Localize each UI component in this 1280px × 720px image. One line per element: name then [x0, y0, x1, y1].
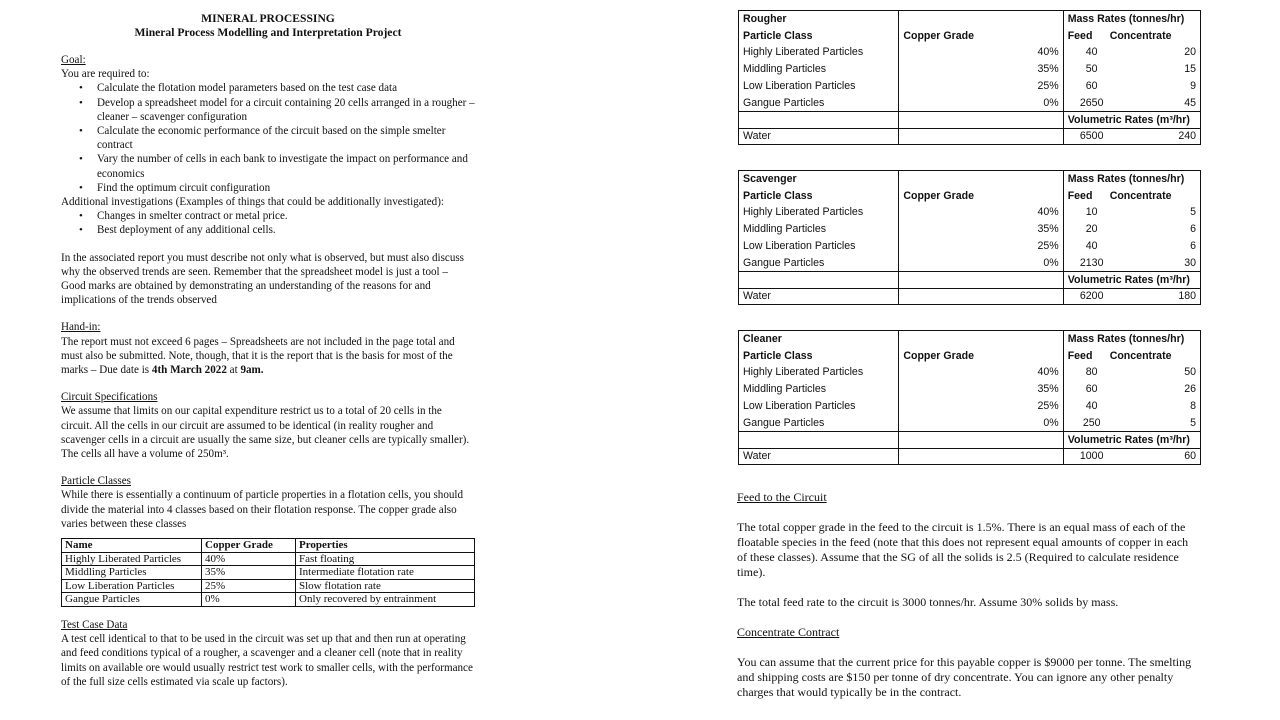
- contract-heading: Concentrate Contract: [737, 625, 840, 639]
- table-row: [62, 579, 475, 593]
- rate-cell: [1063, 128, 1200, 145]
- handin-heading: Hand-in:: [61, 321, 101, 334]
- handin-at: at: [226, 364, 241, 377]
- class-cell: Middling Particles: [739, 381, 899, 398]
- title-line-1: MINERAL PROCESSING: [201, 12, 335, 25]
- goal-intro: You are required to:: [61, 68, 150, 81]
- table-row: [739, 61, 1201, 78]
- class-cell: Gangue Particles: [739, 94, 899, 111]
- conc-value: 20: [1184, 46, 1196, 59]
- grade-cell: 35%: [899, 381, 1063, 398]
- water-row: [739, 128, 1201, 145]
- water-label: Water: [739, 128, 899, 145]
- copper-grade-label: Copper Grade: [899, 187, 1063, 204]
- water-row: [739, 448, 1201, 465]
- cleaner-table: [738, 330, 1201, 465]
- document-title: [61, 12, 475, 40]
- feed-paragraph-1: The total copper grade in the feed to the circuit is 1.5%. There is an equal mass of each of the floatable species in the feed (note that this does not represent equal amounts of copper in each of these classes). Assume that the SG of all the solids is 2.5 (Required to calculate residence time).: [737, 520, 1189, 579]
- cell: 25%: [202, 579, 296, 593]
- concentrate-label: Concentrate: [1109, 349, 1172, 362]
- feed-conc-labels: [1063, 27, 1200, 44]
- table-row: [739, 254, 1201, 271]
- contract-paragraph: You can assume that the current price for this payable copper is $9000 per tonne. The smelting and shipping costs are $150 per tonne of dry concentrate. You can ignore any other penalty charges that would typically be in the contract.: [737, 655, 1192, 699]
- test-heading: Test Case Data: [61, 619, 128, 632]
- feed-label: Feed: [1067, 189, 1093, 202]
- particle-paragraph: While there is essentially a continuum of particle properties in a flotation cells, you should divide the material into 4 classes based on their flotation response. The copper grade also varies between these classes: [61, 489, 464, 530]
- conc-value: 240: [1178, 130, 1196, 143]
- table-row: [739, 204, 1201, 221]
- col-header-properties: Properties: [296, 539, 475, 553]
- cell: Highly Liberated Particles: [62, 552, 202, 566]
- water-row: [739, 288, 1201, 305]
- copper-grade-label: Copper Grade: [899, 27, 1063, 44]
- rate-cell: [1063, 414, 1200, 431]
- table-row: [739, 381, 1201, 398]
- grade-cell: 35%: [899, 221, 1063, 238]
- table-row: [739, 238, 1201, 255]
- cell: Low Liberation Particles: [62, 579, 202, 593]
- rate-cell: [1063, 94, 1200, 111]
- conc-value: 5: [1190, 416, 1196, 429]
- conc-value: 15: [1184, 63, 1196, 76]
- conc-value: 9: [1190, 80, 1196, 93]
- cell: Fast floating: [296, 552, 475, 566]
- grade-cell: 25%: [899, 398, 1063, 415]
- table-title: Cleaner: [739, 331, 899, 348]
- class-cell: Highly Liberated Particles: [739, 204, 899, 221]
- feed-heading: Feed to the Circuit: [737, 490, 827, 504]
- rate-cell: [1063, 254, 1200, 271]
- feed-label: Feed: [1067, 29, 1093, 42]
- rate-cell: [1063, 204, 1200, 221]
- mass-rates-label: Mass Rates (tonnes/hr): [1063, 11, 1200, 28]
- feed-label: Feed: [1067, 349, 1093, 362]
- feed-value: 50: [1085, 63, 1098, 76]
- list-item: • Calculate the flotation model parameters based on the test case data: [61, 81, 475, 95]
- additional-list: [61, 209, 475, 237]
- list-item: • Changes in smelter contract or metal price.: [61, 209, 475, 223]
- list-item: • Best deployment of any additional cells.: [61, 223, 475, 237]
- water-label: Water: [739, 288, 899, 305]
- goal-list: [61, 81, 475, 195]
- col-header-grade: Copper Grade: [202, 539, 296, 553]
- class-cell: Middling Particles: [739, 221, 899, 238]
- rate-cell: [1063, 448, 1200, 465]
- particle-class-label: Particle Class: [739, 27, 899, 44]
- conc-value: 30: [1184, 256, 1196, 269]
- conc-value: 6: [1190, 240, 1196, 253]
- scavenger-table: [738, 170, 1201, 305]
- grade-cell: 0%: [899, 414, 1063, 431]
- list-item: • Vary the number of cells in each bank to investigate the impact on performance and economics: [61, 152, 475, 180]
- particle-class-label: Particle Class: [739, 347, 899, 364]
- feed-paragraph-2: The total feed rate to the circuit is 3000 tonnes/hr. Assume 30% solids by mass.: [737, 595, 1119, 609]
- cell: Intermediate flotation rate: [296, 566, 475, 580]
- table-row: [739, 44, 1201, 61]
- grade-cell: 25%: [899, 78, 1063, 95]
- additional-intro: Additional investigations (Examples of things that could be additionally investigated):: [61, 196, 444, 209]
- conc-value: 26: [1184, 383, 1196, 396]
- handin-paragraph: [61, 335, 475, 378]
- table-row: [739, 364, 1201, 381]
- conc-value: 45: [1184, 96, 1196, 109]
- project-brief: [61, 12, 475, 689]
- goal-heading: Goal:: [61, 54, 86, 66]
- grade-cell: 35%: [899, 61, 1063, 78]
- cell: Only recovered by entrainment: [296, 593, 475, 607]
- particle-class-table: [61, 538, 475, 607]
- cell: Slow flotation rate: [296, 579, 475, 593]
- conc-value: 5: [1190, 206, 1196, 219]
- grade-cell: 0%: [899, 254, 1063, 271]
- table-title: Scavenger: [739, 171, 899, 188]
- cell: 0%: [202, 593, 296, 607]
- cell: 35%: [202, 566, 296, 580]
- test-paragraph: A test cell identical to that to be used in the circuit was set up that and then run at operating and feed conditions typical of a rougher, a scavenger and a cleaner cell (note that in reality limits on available ore would usually restrict test work to smaller cells, with the performance of the full size cells estimated via scale up factors).: [61, 633, 473, 688]
- grade-cell: 40%: [899, 44, 1063, 61]
- table-row: [739, 221, 1201, 238]
- feed-and-contract-text: [737, 490, 1201, 700]
- feed-conc-labels: [1063, 347, 1200, 364]
- rate-cell: [1063, 221, 1200, 238]
- table-row: [62, 552, 475, 566]
- table-row: [739, 78, 1201, 95]
- rate-cell: [1063, 61, 1200, 78]
- circuit-paragraph: We assume that limits on our capital expenditure restrict us to a total of 20 cells in the circuit. All the cells in our circuit are assumed to be identical (in reality rougher and scavenger cells in a circuit are usually the same size, but cleaner cells are typically smaller). The cells all have a volume of 250m³.: [61, 405, 470, 461]
- volumetric-rates-label: Volumetric Rates (m³/hr): [1063, 431, 1200, 448]
- col-header-name: Name: [62, 539, 202, 553]
- table-header-row: [62, 539, 475, 553]
- class-cell: Highly Liberated Particles: [739, 44, 899, 61]
- due-time: 9am.: [240, 364, 264, 377]
- feed-value: 6500: [1079, 130, 1104, 143]
- report-paragraph: In the associated report you must describe not only what is observed, but must also discuss why the observed trends are seen. Remember that the spreadsheet model is just a tool – Good marks are obtained by demonstrating an understanding of the reasons for and implications of the trends observed: [61, 251, 465, 307]
- cell: Gangue Particles: [62, 593, 202, 607]
- conc-value: 50: [1184, 366, 1196, 379]
- class-cell: Gangue Particles: [739, 414, 899, 431]
- class-cell: Low Liberation Particles: [739, 238, 899, 255]
- rate-cell: [1063, 288, 1200, 305]
- feed-value: 80: [1085, 366, 1098, 379]
- feed-value: 60: [1085, 80, 1098, 93]
- table-row: [739, 414, 1201, 431]
- feed-value: 10: [1085, 206, 1098, 219]
- cell: 40%: [202, 552, 296, 566]
- due-date: 4th March 2022: [151, 364, 227, 377]
- handin-text: The report must not exceed 6 pages – Spreadsheets are not included in the page total and must also be submitted. Note, though, that it is the report that is the basis for most of the marks – Due date is: [61, 335, 455, 377]
- rate-cell: [1063, 44, 1200, 61]
- rate-cell: [1063, 364, 1200, 381]
- class-cell: Highly Liberated Particles: [739, 364, 899, 381]
- grade-cell: 25%: [899, 238, 1063, 255]
- grade-cell: 0%: [899, 94, 1063, 111]
- mass-rates-label: Mass Rates (tonnes/hr): [1063, 331, 1200, 348]
- feed-value: 40: [1085, 46, 1098, 59]
- concentrate-label: Concentrate: [1109, 189, 1172, 202]
- feed-value: 6200: [1079, 290, 1104, 303]
- mass-rates-label: Mass Rates (tonnes/hr): [1063, 171, 1200, 188]
- feed-value: 1000: [1079, 450, 1104, 463]
- rate-cell: [1063, 238, 1200, 255]
- list-item: • Calculate the economic performance of the circuit based on the simple smelter contract: [61, 124, 475, 152]
- table-row: [739, 398, 1201, 415]
- table-row: [739, 94, 1201, 111]
- volumetric-rates-label: Volumetric Rates (m³/hr): [1063, 271, 1200, 288]
- feed-conc-labels: [1063, 187, 1200, 204]
- class-cell: Gangue Particles: [739, 254, 899, 271]
- volumetric-rates-label: Volumetric Rates (m³/hr): [1063, 111, 1200, 128]
- table-row: [62, 593, 475, 607]
- list-item: • Find the optimum circuit configuration: [61, 181, 475, 195]
- class-cell: Middling Particles: [739, 61, 899, 78]
- cell: Middling Particles: [62, 566, 202, 580]
- class-cell: Low Liberation Particles: [739, 78, 899, 95]
- grade-cell: 40%: [899, 204, 1063, 221]
- rate-cell: [1063, 398, 1200, 415]
- feed-value: 2130: [1079, 256, 1104, 269]
- conc-value: 180: [1178, 290, 1196, 303]
- concentrate-label: Concentrate: [1109, 29, 1172, 42]
- conc-value: 60: [1184, 450, 1196, 463]
- circuit-heading: Circuit Specifications: [61, 391, 158, 404]
- feed-value: 40: [1085, 240, 1098, 253]
- water-label: Water: [739, 448, 899, 465]
- table-row: [62, 566, 475, 580]
- list-item: • Develop a spreadsheet model for a circuit containing 20 cells arranged in a rougher – cleaner – scavenger configuration: [61, 96, 475, 124]
- copper-grade-label: Copper Grade: [899, 347, 1063, 364]
- feed-value: 250: [1082, 416, 1101, 429]
- particle-heading: Particle Classes: [61, 475, 131, 488]
- class-cell: Low Liberation Particles: [739, 398, 899, 415]
- conc-value: 6: [1190, 223, 1196, 236]
- table-title: Rougher: [739, 11, 899, 28]
- rougher-table: [738, 10, 1201, 145]
- rate-cell: [1063, 78, 1200, 95]
- feed-value: 2650: [1079, 96, 1104, 109]
- title-line-2: Mineral Process Modelling and Interpretation Project: [134, 26, 402, 39]
- rate-cell: [1063, 381, 1200, 398]
- grade-cell: 40%: [899, 364, 1063, 381]
- particle-class-label: Particle Class: [739, 187, 899, 204]
- feed-value: 40: [1085, 400, 1098, 413]
- conc-value: 8: [1190, 400, 1196, 413]
- feed-value: 20: [1085, 223, 1098, 236]
- feed-value: 60: [1085, 383, 1098, 396]
